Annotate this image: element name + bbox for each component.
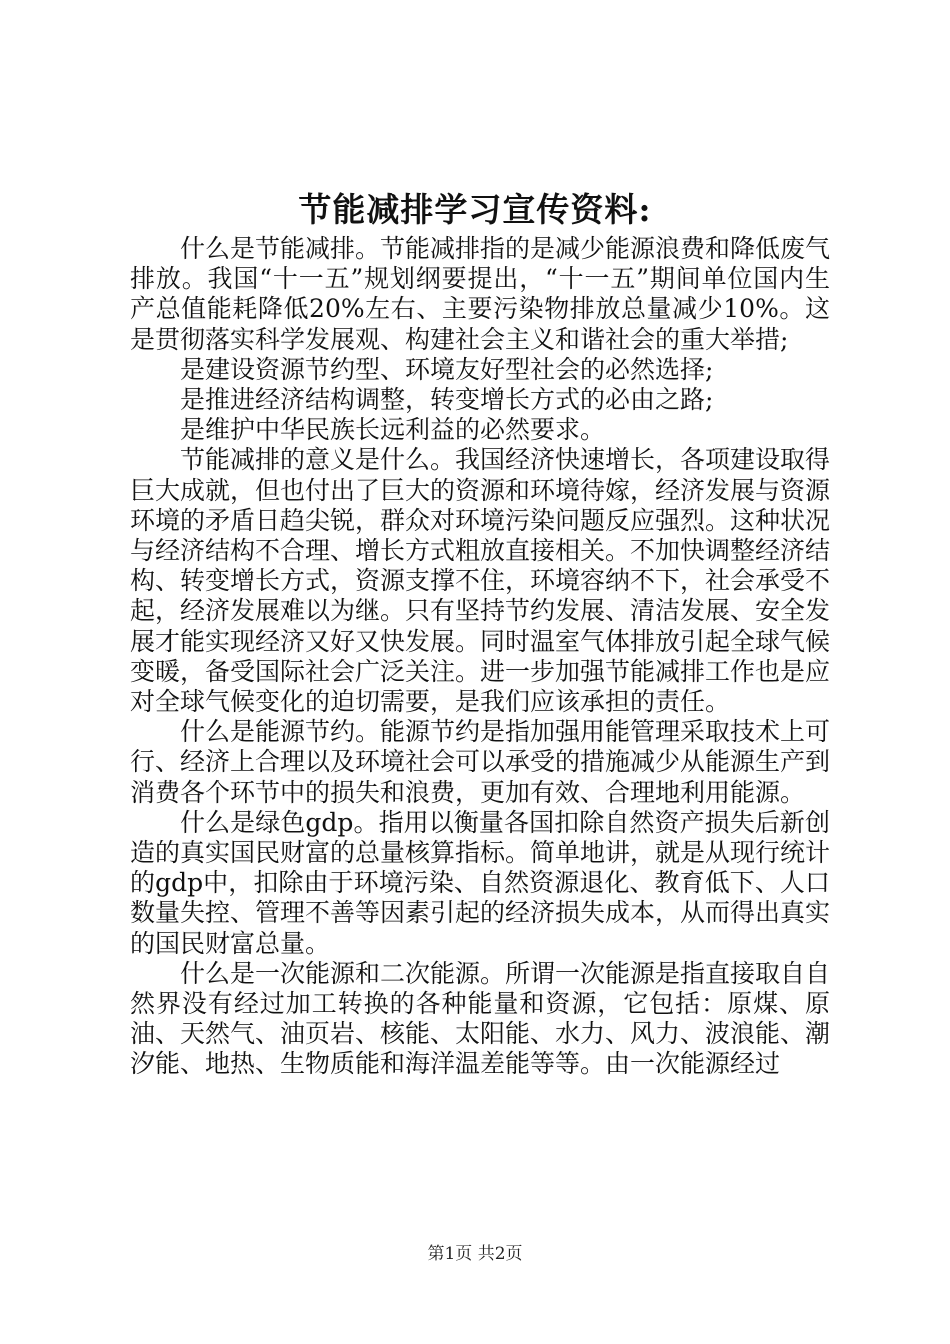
paragraph: 什么是节能减排。节能减排指的是减少能源浪费和降低废气排放。我国“十一五”规划纲要提出，“十一五”期间单位国内生产总值能耗降低20%左右、主要污染物排放总量减少10%。这是贯彻落实科学发展观、构建社会主义和谐社会的重大举措; xyxy=(130,234,831,354)
paragraph: 什么是能源节约。能源节约是指加强用能管理采取技术上可行、经济上合理以及环境社会可以承受的措施减少从能源生产到消费各个环节中的损失和浪费，更加有效、合理地利用能源。 xyxy=(130,717,831,807)
paragraph: 是建设资源节约型、环境友好型社会的必然选择; xyxy=(180,354,714,384)
paragraph: 什么是绿色gdp。指用以衡量各国扣除自然资产损失后新创造的真实国民财富的总量核算指标。简单地讲，就是从现行统计的gdp中，扣除由于环境污染、自然资源退化、教育低下、人口数量失控、管理不善等因素引起的经济损失成本，从而得出真实的国民财富总量。 xyxy=(130,807,831,958)
page-number-footer: 第1页 共2页 xyxy=(427,1244,523,1264)
paragraph: 是维护中华民族长远利益的必然要求。 xyxy=(180,415,606,445)
paragraph: 什么是一次能源和二次能源。所谓一次能源是指直接取自自然界没有经过加工转换的各种能量和资源，它包括：原煤、原油、天然气、油页岩、核能、太阳能、水力、风力、波浪能、潮汐能、地热、生物质能和海洋温差能等等。由一次能源经过 xyxy=(130,958,831,1079)
document-title: 节能减排学习宣传资料: xyxy=(298,190,652,229)
paragraph: 节能减排的意义是什么。我国经济快速增长，各项建设取得巨大成就，但也付出了巨大的资源和环境待嫁，经济发展与资源环境的矛盾日趋尖锐，群众对环境污染问题反应强烈。这种状况与经济结构不合理、增长方式粗放直接相关。不加快调整经济结构、转变增长方式，资源支撑不住，环境容纳不下，社会承受不起，经济发展难以为继。只有坚持节约发展、清洁发展、安全发展才能实现经济又好又快发展。同时温室气体排放引起全球气候变暖，备受国际社会广泛关注。进一步加强节能减排工作也是应对全球气候变化的迫切需要，是我们应该承担的责任。 xyxy=(130,445,831,717)
document-body xyxy=(130,234,830,1080)
paragraph: 是推进经济结构调整，转变增长方式的必由之路; xyxy=(180,385,714,415)
